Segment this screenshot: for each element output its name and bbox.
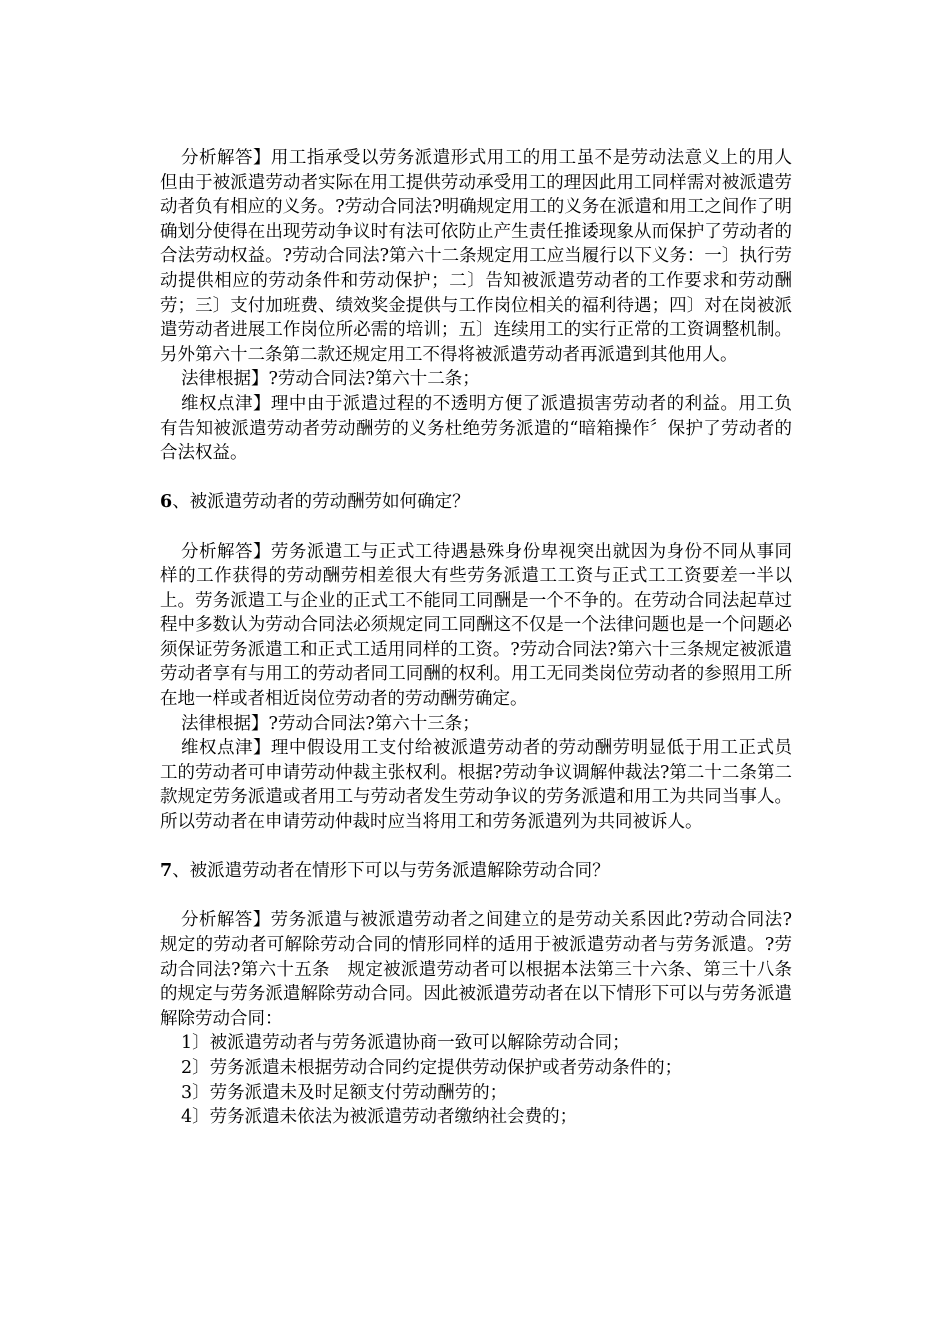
spacer — [160, 884, 792, 909]
section5-legal-basis: 法律根据】?劳动合同法?第六十二条； — [181, 369, 480, 390]
section6-analysis: 分析解答】劳务派遣工与正式工待遇悬殊身份卑视突出就因为身份不同从事同样的工作获得的劳动酬劳相差很大有些劳务派遣工工资与正式工工资要差一半以上。劳务派遣工与企业的正式工不能同工同酬是一个不争的。在劳动合同法起草过程中多数认为劳动合同法必须规定同工同酬这不仅是一个法律问题也是一个问题必须保证劳务派遣工和正式工适用同样的工资。?劳动合同法?第六十三条规定被派遣劳动者享有与用工的劳动者同工同酬的权利。用工无同类岗位劳动者的参照用工所在地一样或者相近岗位劳动者的劳动酬劳确定。 — [160, 541, 792, 710]
list-item: 1〕被派遣劳动者与劳务派遣协商一致可以解除劳动合同； — [181, 1033, 630, 1054]
list-item: 2〕劳务派遣未根据劳动合同约定提供劳动保护或者劳动条件的； — [181, 1057, 683, 1078]
section7-analysis: 分析解答】劳务派遣与被派遣劳动者之间建立的是劳动关系因此?劳动合同法?规定的劳动者可解除劳动合同的情形同样的适用于被派遣劳动者与劳务派遣。?劳动合同法?第六十五条 规定被派遣劳动者可以根据本法第三十六条、第三十八条的规定与劳务派遣解除劳动合同。因此被派遣劳动者在以下情形下可以与劳务派遣解除劳动合同： — [160, 910, 792, 1029]
spacer — [160, 515, 792, 540]
section6-number: 6 — [160, 492, 173, 513]
section7-number: 7 — [160, 861, 173, 882]
section5-rights: 维权点津】理中由于派遣过程的不透明方便了派遣损害劳动者的利益。用工负有告知被派遣劳动者劳动酬劳的义务杜绝劳务派遣的“暗箱操作〞保护了劳动者的合法权益。 — [160, 393, 792, 464]
spacer — [160, 835, 792, 860]
section7-heading — [160, 859, 792, 884]
section7-title: 、被派遣劳动者在情形下可以与劳务派遣解除劳动合同？ — [172, 861, 610, 882]
spacer — [160, 466, 792, 491]
document-page — [160, 146, 792, 1130]
section6-legal-basis: 法律根据】?劳动合同法?第六十三条； — [181, 713, 480, 734]
section6-heading — [160, 490, 792, 515]
section6-title: 、被派遣劳动者的劳动酬劳如何确定？ — [172, 492, 470, 513]
list-item: 3〕劳务派遣未及时足额支付劳动酬劳的； — [181, 1082, 508, 1103]
section6-rights: 维权点津】理中假设用工支付给被派遣劳动者的劳动酬劳明显低于用工正式员工的劳动者可申请劳动仲裁主张权利。根据?劳动争议调解仲裁法?第二十二条第二款规定劳务派遣或者用工与劳动者发生劳动争议的劳务派遣和用工为共同当事人。所以劳动者在申请劳动仲裁时应当将用工和劳务派遣列为共同被诉人。 — [160, 738, 792, 833]
section5-analysis: 分析解答】用工指承受以劳务派遣形式用工的用工虽不是劳动法意义上的用人但由于被派遣劳动者实际在用工提供劳动承受用工的理因此用工同样需对被派遣劳动者负有相应的义务。?劳动合同法?明确规定用工的义务在派遣和用工之间作了明确划分使得在出现劳动争议时有法可依防止产生责任推诿现象从而保护了劳动者的合法劳动权益。?劳动合同法?第六十二条规定用工应当履行以下义务：一〕执行劳动提供相应的劳动条件和劳动保护；二〕告知被派遣劳动者的工作要求和劳动酬劳；三〕支付加班费、绩效奖金提供与工作岗位相关的福利待遇；四〕对在岗被派遣劳动者进展工作岗位所必需的培训；五〕连续用工的实行正常的工资调整机制。另外第六十二条第二款还规定用工不得将被派遣劳动者再派遣到其他用人。 — [160, 148, 792, 365]
list-item: 4〕劳务派遣未依法为被派遣劳动者缴纳社会费的； — [181, 1107, 578, 1128]
